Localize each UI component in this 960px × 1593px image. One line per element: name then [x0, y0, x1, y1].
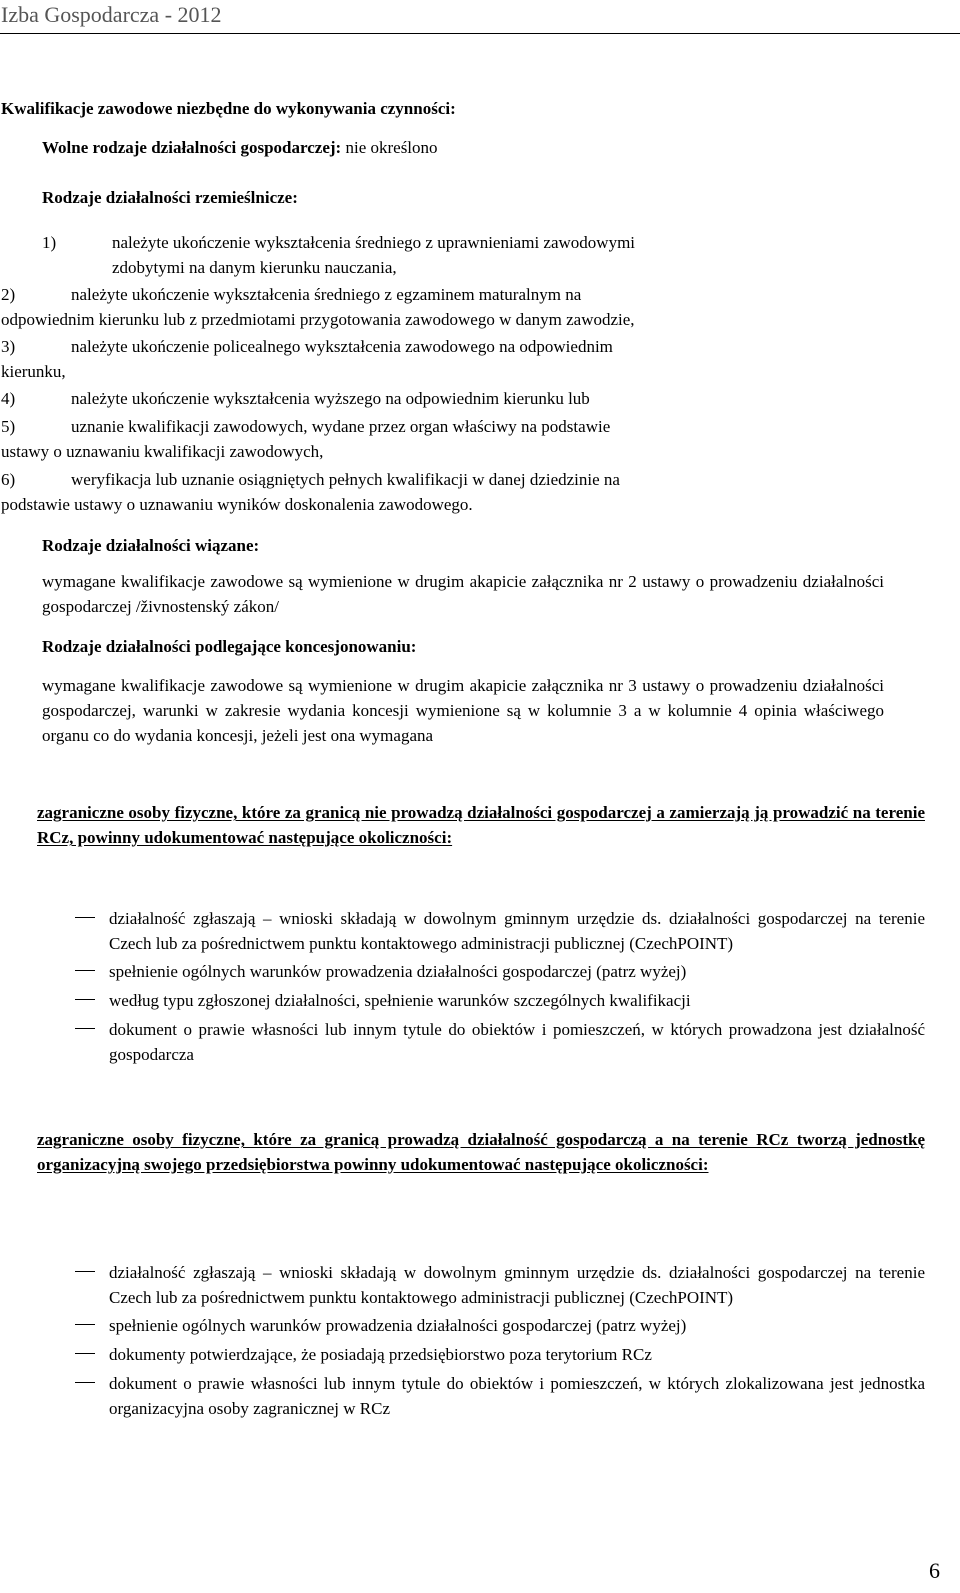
dash-bullet — [75, 1353, 95, 1354]
list-item: spełnienie ogólnych warunków prowadzenia działalności gospodarczej (patrz wyżej) — [75, 959, 925, 984]
craft-item-num: 6) — [1, 470, 16, 489]
list-item: działalność zgłaszają – wnioski składają w dowolnym gminnym urzędzie ds. działalności gospodarczej na terenie Czech lub za pośrednictwem punktu kontaktowego administracji publicznej (CzechPOINT) — [75, 1260, 925, 1310]
craft-item-line1: należyte ukończenie wykształcenia średniego z uprawnieniami zawodowymi — [112, 233, 636, 252]
dash-bullet — [75, 970, 95, 971]
craft-item-line1: należyte ukończenie wykształcenia średniego z egzaminem maturalnym na — [71, 285, 582, 304]
free-trades-label: Wolne rodzaje działalności gospodarczej: — [42, 138, 342, 157]
header-rule — [0, 33, 960, 34]
craft-item-num: 3) — [1, 337, 16, 356]
list-item: według typu zgłoszonej działalności, spełnienie warunków szczególnych kwalifikacji — [75, 988, 925, 1013]
craft-item-line2: kierunku, — [1, 362, 66, 381]
qualifications-heading: Kwalifikacje zawodowe niezbędne do wykonywania czynności: — [1, 99, 456, 118]
free-trades-value: nie określono — [345, 138, 438, 157]
craft-item-line1: należyte ukończenie wykształcenia wyższego na odpowiednim kierunku lub — [71, 389, 590, 408]
craft-item-4 — [1, 386, 883, 411]
dash-bullet — [75, 1324, 95, 1325]
craft-item-5 — [1, 414, 883, 464]
craft-item-line2: zdobytymi na danym kierunku nauczania, — [112, 258, 397, 277]
dash-bullet — [75, 999, 95, 1000]
licensed-trades-text: wymagane kwalifikacje zawodowe są wymienione w drugim akapicie załącznika nr 3 ustawy o prowadzeniu działalności gospodarczej, warunki w zakresie wydania koncesji wymienione są w kolumnie 3 a w kolumnie 4 opinia właściwego organu co do wydania koncesji, jeżeli jest ona wymagana — [42, 676, 884, 745]
header-title: Izba Gospodarcza - 2012 — [1, 2, 222, 27]
craft-item-2 — [1, 282, 883, 332]
page-number: 6 — [929, 1558, 940, 1583]
list-item: dokument o prawie własności lub innym tytule do obiektów i pomieszczeń, w których prowadzona jest działalność gospodarcza — [75, 1017, 925, 1067]
craft-item-line2: podstawie ustawy o uznawaniu wyników doskonalenia zawodowego. — [1, 495, 473, 514]
list-item: spełnienie ogólnych warunków prowadzenia działalności gospodarczej (patrz wyżej) — [75, 1313, 925, 1338]
list-item: dokument o prawie własności lub innym tytule do obiektów i pomieszczeń, w których zlokalizowana jest jednostka organizacyjna osoby zagranicznej w RCz — [75, 1371, 925, 1421]
bound-trades-heading: Rodzaje działalności wiązane: — [42, 536, 260, 555]
bound-trades-text: wymagane kwalifikacje zawodowe są wymienione w drugim akapicie załącznika nr 2 ustawy o prowadzeniu działalności gospodarczej /živnostenský zákon/ — [42, 572, 884, 616]
craft-item-num: 1) — [42, 233, 57, 252]
section-b-list — [75, 1260, 925, 1421]
craft-item-num: 4) — [1, 389, 16, 408]
craft-item-line2: odpowiednim kierunku lub z przedmiotami przygotowania zawodowego w danym zawodzie, — [1, 310, 635, 329]
section-b-heading: zagraniczne osoby fizyczne, które za granicą prowadzą działalność gospodarczą a na terenie RCz tworzą jednostkę organizacyjną swojego przedsiębiorstwa powinny udokumentować następujące okoliczności: — [37, 1130, 925, 1174]
craft-item-line1: uznanie kwalifikacji zawodowych, wydane przez organ właściwy na podstawie — [71, 417, 611, 436]
craft-item-line2: ustawy o uznawaniu kwalifikacji zawodowych, — [1, 442, 324, 461]
dash-bullet — [75, 1028, 95, 1029]
free-trades-line — [42, 135, 922, 160]
craft-item-line1: weryfikacja lub uznanie osiągniętych pełnych kwalifikacji w danej dziedzinie na — [71, 470, 620, 489]
list-item: dokumenty potwierdzające, że posiadają przedsiębiorstwo poza terytorium RCz — [75, 1342, 925, 1367]
craft-item-num: 2) — [1, 285, 16, 304]
list-item: działalność zgłaszają – wnioski składają w dowolnym gminnym urzędzie ds. działalności gospodarczej na terenie Czech lub za pośrednictwem punktu kontaktowego administracji publicznej (CzechPOINT) — [75, 906, 925, 956]
dash-bullet — [75, 917, 95, 918]
craft-item-line1: należyte ukończenie policealnego wykształcenia zawodowego na odpowiednim — [71, 337, 613, 356]
craft-item-1 — [42, 230, 882, 280]
page-header — [0, 0, 960, 41]
craft-item-6 — [1, 467, 883, 517]
section-a-heading: zagraniczne osoby fizyczne, które za granicą nie prowadzą działalności gospodarczej a zamierzają ją prowadzić na terenie RCz, powinny udokumentować następujące okoliczności: — [37, 803, 925, 847]
craft-item-3 — [1, 334, 883, 384]
craft-item-num: 5) — [1, 417, 16, 436]
licensed-trades-heading: Rodzaje działalności podlegające koncesjonowaniu: — [42, 637, 417, 656]
craft-trades-heading: Rodzaje działalności rzemieślnicze: — [42, 188, 298, 207]
dash-bullet — [75, 1271, 95, 1272]
dash-bullet — [75, 1382, 95, 1383]
section-a-list — [75, 906, 925, 1067]
